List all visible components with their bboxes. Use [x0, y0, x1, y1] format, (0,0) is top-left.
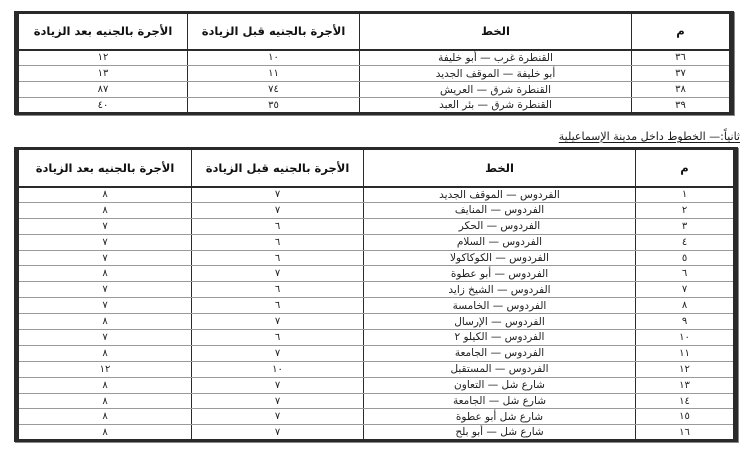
table-row — [17, 234, 736, 250]
table-row — [17, 66, 732, 82]
fare-after: ٧ — [17, 218, 192, 234]
fare-after: ٨ — [17, 314, 192, 330]
table-row — [17, 202, 736, 218]
fare-before: ٦ — [192, 218, 364, 234]
table-row — [17, 409, 736, 425]
fare-before: ٦ — [192, 282, 364, 298]
row-number: ٣٧ — [632, 66, 732, 82]
fares-table-ismailia-city — [14, 147, 738, 442]
route-name: شارع شل أبو عطوة — [364, 409, 636, 425]
table-row — [17, 345, 736, 361]
row-number: ٣٦ — [632, 50, 732, 66]
fare-before: ٧ — [192, 393, 364, 409]
table-header-row — [17, 13, 732, 50]
table-row — [17, 187, 736, 203]
route-name: الفردوس — الإرسال — [364, 314, 636, 330]
route-name: الفردوس — الجامعة — [364, 345, 636, 361]
table-row — [17, 266, 736, 282]
route-name: القنطرة شرق — بئر العبد — [360, 98, 632, 114]
fare-before: ٧ — [192, 314, 364, 330]
fare-after: ١٢ — [17, 361, 192, 377]
row-number: ٤ — [636, 234, 736, 250]
row-number: ١٥ — [636, 409, 736, 425]
row-number: ١٣ — [636, 377, 736, 393]
row-number: ٢ — [636, 202, 736, 218]
table-row — [17, 98, 732, 114]
fare-after: ٨ — [102, 426, 108, 438]
header-fare-after: الأجرة بالجنيه بعد الزيادة — [17, 13, 188, 50]
fare-after: ٨٧ — [17, 82, 188, 98]
header-fare-before: الأجرة بالجنيه قبل الزيادة — [188, 13, 360, 50]
row-number: ١ — [636, 187, 736, 203]
header-no: م — [636, 149, 736, 187]
table-row — [17, 393, 736, 409]
row-number: ١٢ — [636, 361, 736, 377]
row-number: ٣ — [636, 218, 736, 234]
fare-after: ٨ — [17, 377, 192, 393]
route-name: الفردوس — الشيخ زايد — [364, 282, 636, 298]
row-number: ٦ — [636, 266, 736, 282]
route-name: شارع شل — أبو بلح — [364, 425, 636, 441]
header-route: الخط — [360, 13, 632, 50]
route-name: شارع شل — التعاون — [364, 377, 636, 393]
fare-before: ١٠ — [192, 361, 364, 377]
route-name: الفردوس — الحكر — [364, 218, 636, 234]
header-fare-before: الأجرة بالجنيه قبل الزيادة — [192, 149, 364, 187]
fare-after: ٨ — [17, 266, 192, 282]
fare-before: ٦ — [192, 298, 364, 314]
row-number: ٧ — [636, 282, 736, 298]
fare-before: ٧ — [192, 187, 364, 203]
row-number: ٨ — [636, 298, 736, 314]
table2-body — [17, 187, 736, 441]
table-row — [17, 361, 736, 377]
fare-before: ٧ — [192, 345, 364, 361]
table-row — [17, 330, 736, 346]
route-name: الفردوس — الكوكاكولا — [364, 250, 636, 266]
row-number: ٣٩ — [632, 98, 732, 114]
fare-after: ٨ — [17, 187, 192, 203]
route-name: الفردوس — المنايف — [364, 202, 636, 218]
fare-after: ٤٠ — [97, 99, 109, 111]
table1-body — [17, 50, 732, 114]
fare-after: ٧ — [17, 282, 192, 298]
route-name: الفردوس — الموقف الجديد — [364, 187, 636, 203]
route-name: الفردوس — الخامسة — [364, 298, 636, 314]
route-name: الفردوس — المستقبل — [364, 361, 636, 377]
fare-before: ٧ — [192, 409, 364, 425]
fare-before: ٧ — [192, 425, 364, 441]
section-title: ثانياً:— الخطوط داخل مدينة الإسماعيلية — [558, 130, 740, 143]
fare-before: ٧٤ — [188, 82, 360, 98]
fare-before: ٧ — [192, 202, 364, 218]
route-name: شارع شل — الجامعة — [364, 393, 636, 409]
fare-before: ٧ — [192, 377, 364, 393]
route-name: القنطرة شرق — العريش — [360, 82, 632, 98]
route-name: أبو خليفة — الموقف الجديد — [360, 66, 632, 82]
route-name: الفردوس — السلام — [364, 234, 636, 250]
fare-after: ٧ — [17, 234, 192, 250]
fare-after: ٧ — [17, 250, 192, 266]
route-name: الفردوس — أبو عطوة — [364, 266, 636, 282]
row-number: ٣٨ — [632, 82, 732, 98]
row-number: ٥ — [636, 250, 736, 266]
fare-before: ٦ — [192, 330, 364, 346]
fare-before: ٦ — [192, 234, 364, 250]
row-number: ٩ — [636, 314, 736, 330]
row-number: ١٦ — [636, 425, 736, 441]
row-number: ١٤ — [636, 393, 736, 409]
table-row — [17, 218, 736, 234]
fares-table-intercity — [14, 11, 734, 115]
table-row — [17, 298, 736, 314]
fare-after: ١٢ — [17, 50, 188, 66]
header-fare-after: الأجرة بالجنيه بعد الزيادة — [17, 149, 192, 187]
table-row — [17, 377, 736, 393]
fare-before: ١١ — [188, 66, 360, 82]
fare-after: ٨ — [17, 202, 192, 218]
fare-after: ٨ — [17, 393, 192, 409]
fare-after: ٧ — [17, 298, 192, 314]
table-row — [17, 50, 732, 66]
fare-before: ٧ — [192, 266, 364, 282]
fare-before: ٣٥ — [188, 98, 360, 114]
table-header-row — [17, 149, 736, 187]
fare-before: ١٠ — [188, 50, 360, 66]
table-row — [17, 425, 736, 441]
route-name: القنطرة غرب — أبو خليفة — [360, 50, 632, 66]
table-row — [17, 250, 736, 266]
fare-after: ٨ — [17, 345, 192, 361]
table-row — [17, 82, 732, 98]
fare-after: ١٣ — [17, 66, 188, 82]
row-number: ١١ — [636, 345, 736, 361]
table-row — [17, 282, 736, 298]
header-route: الخط — [364, 149, 636, 187]
header-no: م — [632, 13, 732, 50]
fare-after: ٧ — [17, 330, 192, 346]
row-number: ١٠ — [636, 330, 736, 346]
table-row — [17, 314, 736, 330]
fare-before: ٦ — [192, 250, 364, 266]
route-name: الفردوس — الكيلو ٢ — [364, 330, 636, 346]
fare-after: ٨ — [17, 409, 192, 425]
